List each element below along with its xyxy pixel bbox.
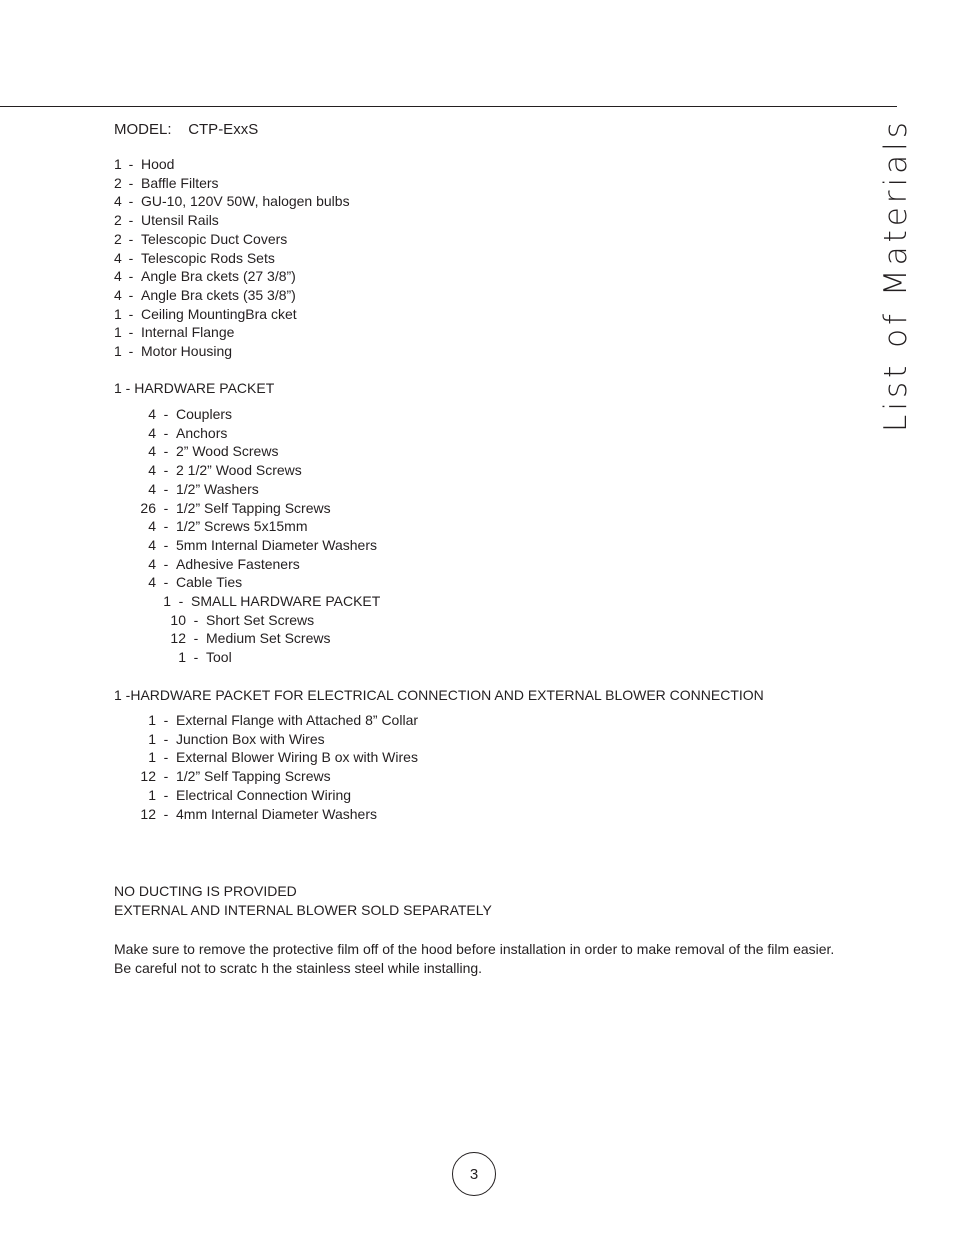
list-item xyxy=(114,323,350,342)
item-separator: - xyxy=(163,443,169,460)
note-no-ducting: NO DUCTING IS PROVIDED xyxy=(114,883,297,899)
item-description: Couplers xyxy=(176,406,233,422)
item-quantity: 1 xyxy=(178,649,186,666)
item-separator: - xyxy=(163,518,169,535)
item-description: Hood xyxy=(141,156,175,172)
item-quantity: 4 xyxy=(148,574,156,591)
item-separator: - xyxy=(163,805,169,822)
page-number-text: 3 xyxy=(469,1165,479,1183)
item-description: Utensil Rails xyxy=(141,212,219,229)
list-item xyxy=(139,711,418,730)
item-quantity: 26 xyxy=(140,499,156,516)
item-quantity: 1 xyxy=(148,730,156,747)
item-description: Tool xyxy=(206,649,232,666)
item-separator: - xyxy=(128,286,134,303)
item-separator: - xyxy=(163,536,169,553)
item-quantity: 4 xyxy=(148,443,156,460)
item-description: Ceiling MountingBra cket xyxy=(141,305,297,322)
item-separator: - xyxy=(163,768,169,785)
item-separator: - xyxy=(163,786,169,803)
page-number xyxy=(452,1152,496,1196)
hardware-items-list xyxy=(139,405,380,667)
list-item xyxy=(139,461,380,480)
item-quantity: 1 xyxy=(163,593,171,610)
item-separator: - xyxy=(128,174,134,191)
item-quantity: 12 xyxy=(140,768,156,785)
item-description: Electrical Connection Wiring xyxy=(176,786,352,803)
item-separator: - xyxy=(193,611,199,628)
list-item xyxy=(139,730,418,749)
item-description: 4mm Internal Diameter Washers xyxy=(176,805,377,822)
item-description: Telescopic Duct Covers xyxy=(141,230,288,247)
list-item xyxy=(114,192,350,211)
item-quantity: 1 xyxy=(114,324,122,341)
item-separator: - xyxy=(163,424,169,441)
item-description: Short Set Screws xyxy=(206,611,315,628)
item-quantity: 2 xyxy=(114,230,122,247)
item-quantity: 1 xyxy=(148,712,156,728)
item-description: Adhesive Fasteners xyxy=(176,555,300,572)
item-separator: - xyxy=(128,212,134,229)
side-title xyxy=(876,118,916,432)
item-quantity: 4 xyxy=(114,286,122,303)
list-item xyxy=(139,405,380,424)
item-separator: - xyxy=(128,156,134,172)
item-description: 5mm Internal Diameter Washers xyxy=(176,536,377,553)
hardware-packet-heading: 1 - HARDWARE PACKET xyxy=(114,380,275,396)
item-description: 1/2” Self Tapping Screws xyxy=(176,768,331,785)
item-separator: - xyxy=(193,649,199,666)
item-description: 2 1/2” Wood Screws xyxy=(176,462,302,479)
list-item xyxy=(139,629,380,648)
item-separator: - xyxy=(128,230,134,247)
item-separator: - xyxy=(193,630,199,647)
list-item xyxy=(139,573,380,592)
item-separator: - xyxy=(128,193,134,210)
list-item xyxy=(139,442,380,461)
list-item xyxy=(114,342,350,361)
list-item xyxy=(139,748,418,767)
item-quantity: 4 xyxy=(148,424,156,441)
item-separator: - xyxy=(163,574,169,591)
item-separator: - xyxy=(128,249,134,266)
list-item xyxy=(114,249,350,268)
list-item xyxy=(139,424,380,443)
main-items-list xyxy=(114,155,350,361)
list-item xyxy=(114,305,350,324)
item-description: 1/2” Self Tapping Screws xyxy=(176,499,331,516)
model-line xyxy=(114,121,258,140)
item-separator: - xyxy=(163,555,169,572)
note-blower-sold-separately: EXTERNAL AND INTERNAL BLOWER SOLD SEPARATELY xyxy=(114,901,492,918)
list-item xyxy=(114,230,350,249)
list-item xyxy=(139,592,380,611)
item-separator: - xyxy=(163,499,169,516)
item-separator: - xyxy=(163,730,169,747)
list-item xyxy=(139,480,380,499)
list-item xyxy=(114,286,350,305)
item-separator: - xyxy=(128,343,134,360)
side-title-text: List of Materials xyxy=(878,118,914,432)
list-item xyxy=(114,267,350,286)
item-description: SMALL HARDWARE PACKET xyxy=(191,593,381,610)
list-item xyxy=(114,155,350,174)
item-quantity: 1 xyxy=(148,786,156,803)
electrical-packet-heading: 1 -HARDWARE PACKET FOR ELECTRICAL CONNECTION AND EXTERNAL BLOWER CONNECTION xyxy=(114,687,764,703)
item-description: 1/2” Screws 5x15mm xyxy=(176,518,308,535)
item-quantity: 4 xyxy=(148,518,156,535)
item-separator: - xyxy=(163,406,169,422)
item-description: 1/2” Washers xyxy=(176,480,259,497)
item-quantity: 2 xyxy=(114,212,122,229)
item-description: Cable Ties xyxy=(176,574,243,591)
item-quantity: 4 xyxy=(148,462,156,479)
item-quantity: 4 xyxy=(148,555,156,572)
electrical-items-list xyxy=(139,711,418,823)
item-quantity: 1 xyxy=(114,343,122,360)
list-item xyxy=(139,499,380,518)
item-quantity: 1 xyxy=(114,305,122,322)
item-quantity: 4 xyxy=(114,249,122,266)
notes-block xyxy=(114,882,492,919)
item-quantity: 4 xyxy=(148,536,156,553)
item-description: Internal Flange xyxy=(141,324,235,341)
item-separator: - xyxy=(128,324,134,341)
item-description: Motor Housing xyxy=(141,343,233,360)
list-item xyxy=(139,648,380,667)
item-separator: - xyxy=(163,462,169,479)
item-description: Angle Bra ckets (27 3/8”) xyxy=(141,268,296,285)
item-description: Junction Box with Wires xyxy=(176,730,325,747)
item-quantity: 4 xyxy=(114,268,122,285)
item-quantity: 10 xyxy=(170,611,186,628)
list-item xyxy=(139,536,380,555)
list-item xyxy=(139,805,418,824)
item-separator: - xyxy=(163,712,169,728)
item-description: Anchors xyxy=(176,424,228,441)
item-description: Angle Bra ckets (35 3/8”) xyxy=(141,286,296,303)
item-description: 2” Wood Screws xyxy=(176,443,279,460)
item-description: Medium Set Screws xyxy=(206,630,331,647)
item-quantity: 12 xyxy=(170,630,186,647)
item-description: Baffle Filters xyxy=(141,174,219,191)
item-quantity: 12 xyxy=(140,805,156,822)
item-separator: - xyxy=(128,268,134,285)
list-item xyxy=(114,174,350,193)
header-rule xyxy=(0,106,897,107)
item-description: External Blower Wiring B ox with Wires xyxy=(176,749,418,766)
item-quantity: 4 xyxy=(148,406,156,422)
list-item xyxy=(139,555,380,574)
item-description: External Flange with Attached 8” Collar xyxy=(176,712,419,728)
item-quantity: 4 xyxy=(114,193,122,210)
list-item xyxy=(139,767,418,786)
item-separator: - xyxy=(163,749,169,766)
note-protective-film: Make sure to remove the protective film off of the hood before installation in order to make removal of the film easier. Be careful not to scratc h the stainless steel while installing. xyxy=(114,941,835,976)
item-description: GU-10, 120V 50W, halogen bulbs xyxy=(141,193,350,210)
model-label: MODEL: xyxy=(114,121,172,138)
list-item xyxy=(139,517,380,536)
list-item xyxy=(114,211,350,230)
item-separator: - xyxy=(163,480,169,497)
item-separator: - xyxy=(178,593,184,610)
item-separator: - xyxy=(128,305,134,322)
list-item xyxy=(139,611,380,630)
item-quantity: 1 xyxy=(114,156,122,172)
model-value: CTP-ExxS xyxy=(188,121,259,138)
item-quantity: 1 xyxy=(148,749,156,766)
list-item xyxy=(139,786,418,805)
item-quantity: 4 xyxy=(148,480,156,497)
item-description: Telescopic Rods Sets xyxy=(141,249,275,266)
item-quantity: 2 xyxy=(114,174,122,191)
